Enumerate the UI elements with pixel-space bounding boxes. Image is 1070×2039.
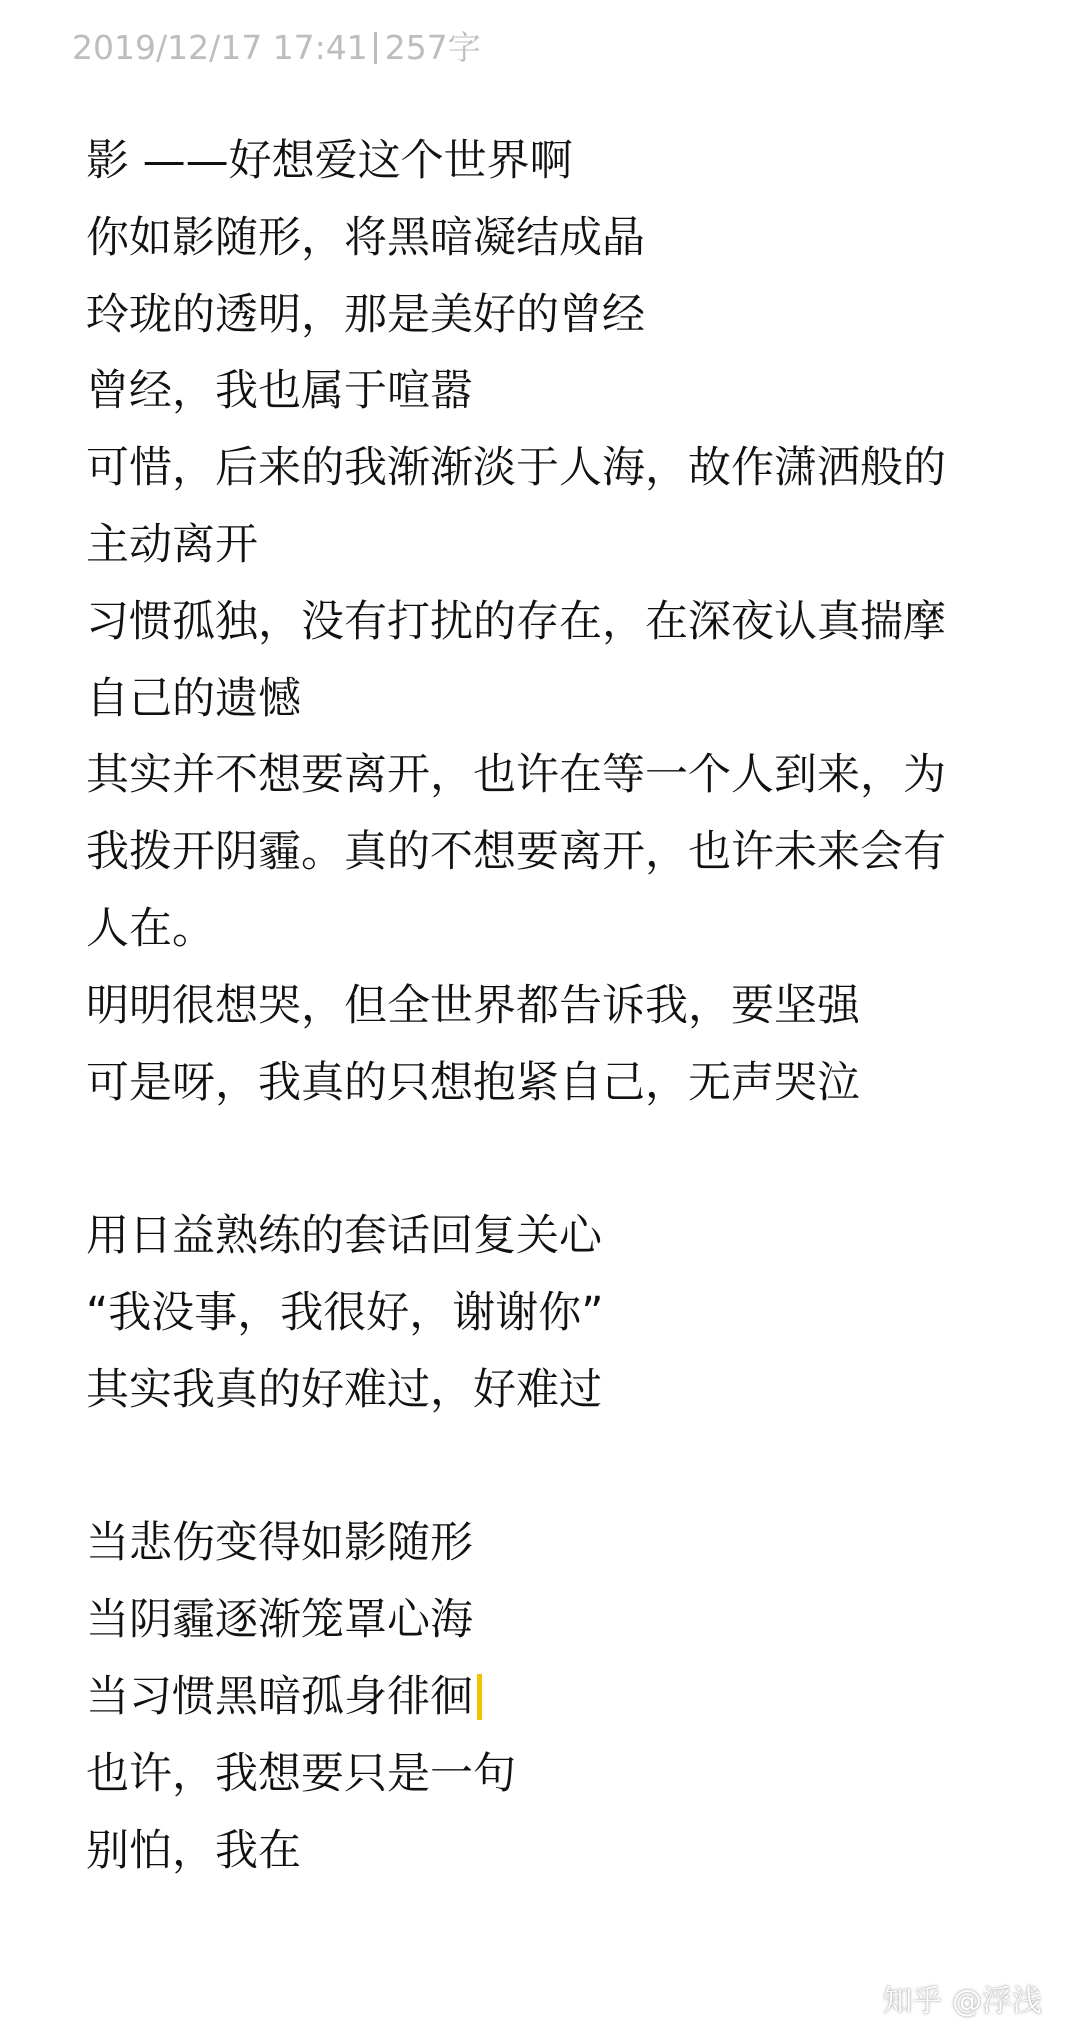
note-line: 其实我真的好难过，好难过: [86, 1364, 602, 1415]
note-line: 当悲伤变得如影随形: [86, 1518, 473, 1569]
note-line: 可惜，后来的我渐渐淡于人海，故作潇洒般的: [86, 443, 946, 494]
note-line: 曾经，我也属于喧嚣: [86, 366, 473, 417]
note-line: 自己的遗憾: [86, 673, 301, 724]
note-line: 人在。: [86, 903, 215, 954]
note-line-with-cursor: [86, 1659, 1026, 1736]
note-line: 我拨开阴霾。真的不想要离开，也许未来会有: [86, 827, 946, 878]
note-line: 可是呀，我真的只想抱紧自己，无声哭泣: [86, 1057, 860, 1108]
note-line: 影 ——好想爱这个世界啊: [86, 136, 573, 186]
note-line: “我没事，我很好，谢谢你”: [86, 1287, 604, 1338]
note-word-count: 257字: [384, 28, 481, 67]
note-line: 也许，我想要只是一句: [86, 1748, 516, 1799]
blank-line: [86, 1121, 1026, 1198]
blank-line: [86, 1429, 1026, 1506]
note-line: 用日益熟练的套话回复关心: [86, 1211, 602, 1262]
note-line: 别怕，我在: [86, 1825, 301, 1876]
note-date: 2019/12/17 17:41: [72, 28, 368, 67]
meta-divider: [374, 32, 377, 64]
watermark: 知乎 @浮浅: [882, 1984, 1042, 2019]
note-body[interactable]: [86, 123, 1026, 1889]
note-line-text: 当习惯黑暗孤身徘徊: [86, 1671, 473, 1722]
note-line: 其实并不想要离开，也许在等一个人到来，为: [86, 750, 946, 801]
note-line: 明明很想哭，但全世界都告诉我，要坚强: [86, 980, 860, 1031]
note-line: 你如影随形，将黑暗凝结成晶: [86, 212, 645, 263]
note-meta: [72, 26, 481, 70]
note-line: 主动离开: [86, 519, 258, 570]
note-line: 玲珑的透明，那是美好的曾经: [86, 289, 645, 340]
note-line: 习惯孤独，没有打扰的存在，在深夜认真揣摩: [86, 596, 946, 647]
text-cursor: [477, 1674, 482, 1720]
note-line: 当阴霾逐渐笼罩心海: [86, 1595, 473, 1646]
